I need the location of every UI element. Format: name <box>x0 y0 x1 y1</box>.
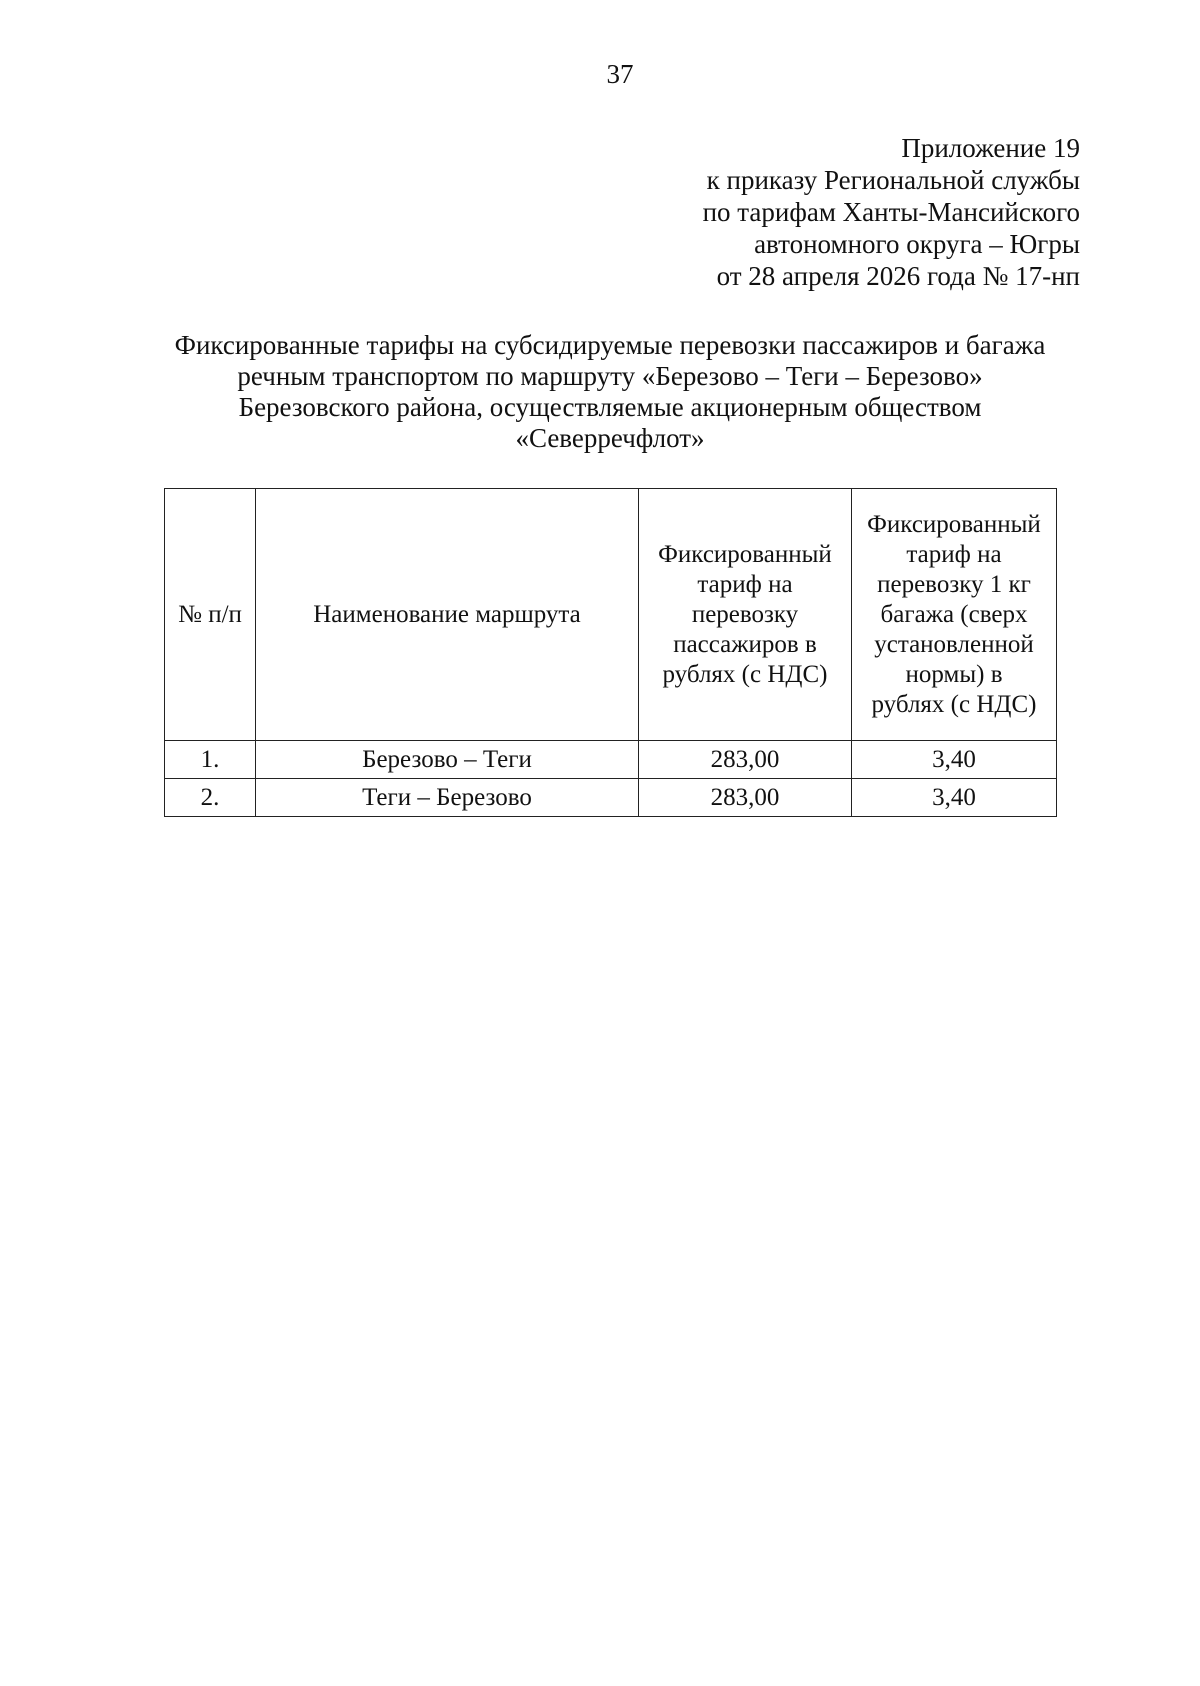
header-text-line: рублях (с НДС) <box>662 660 828 688</box>
cell-passenger-tariff: 283,00 <box>639 741 852 779</box>
header-text-line: багажа (сверх <box>880 600 1028 628</box>
table-header-row <box>165 489 1057 741</box>
header-text-line: пассажиров в <box>673 630 817 658</box>
cell-baggage-tariff: 3,40 <box>852 779 1057 817</box>
header-text-line: Фиксированный <box>867 510 1041 538</box>
cell-route: Березово – Теги <box>256 741 639 779</box>
cell-route: Теги – Березово <box>256 779 639 817</box>
header-route: Наименование маршрута <box>256 489 639 741</box>
header-text-line: перевозку 1 кг <box>877 570 1031 598</box>
page-number: 37 <box>606 59 634 89</box>
title-line: «Северречфлот» <box>515 423 705 453</box>
document-title <box>130 330 1090 454</box>
table-row <box>165 779 1057 817</box>
header-text-line: нормы) в <box>905 660 1003 688</box>
cell-num: 2. <box>165 779 256 817</box>
header-num: № п/п <box>165 489 256 741</box>
header-text-line: установленной <box>874 630 1034 658</box>
appendix-line: Приложение 19 <box>901 133 1080 163</box>
appendix-line: автономного округа – Югры <box>754 229 1080 259</box>
header-text-line: тариф на <box>906 540 1002 568</box>
appendix-line: по тарифам Ханты-Мансийского <box>702 197 1080 227</box>
header-text-line: Фиксированный <box>658 540 832 568</box>
header-text-line: перевозку <box>691 600 799 628</box>
title-line: речным транспортом по маршруту «Березово – Теги – Березово» <box>237 361 983 391</box>
title-line: Фиксированные тарифы на субсидируемые перевозки пассажиров и багажа <box>174 330 1046 360</box>
title-line: Березовского района, осуществляемые акционерным обществом <box>238 392 982 422</box>
cell-num: 1. <box>165 741 256 779</box>
cell-baggage-tariff: 3,40 <box>852 741 1057 779</box>
header-text-line: рублях (с НДС) <box>871 690 1037 718</box>
appendix-line: к приказу Региональной службы <box>706 165 1080 195</box>
appendix-reference <box>560 132 1080 292</box>
header-passenger-tariff <box>639 489 852 741</box>
table-row <box>165 741 1057 779</box>
header-baggage-tariff <box>852 489 1057 741</box>
header-text-line: тариф на <box>697 570 793 598</box>
cell-passenger-tariff: 283,00 <box>639 779 852 817</box>
appendix-line: от 28 апреля 2026 года № 17-нп <box>716 261 1080 291</box>
tariff-table <box>164 488 1057 817</box>
